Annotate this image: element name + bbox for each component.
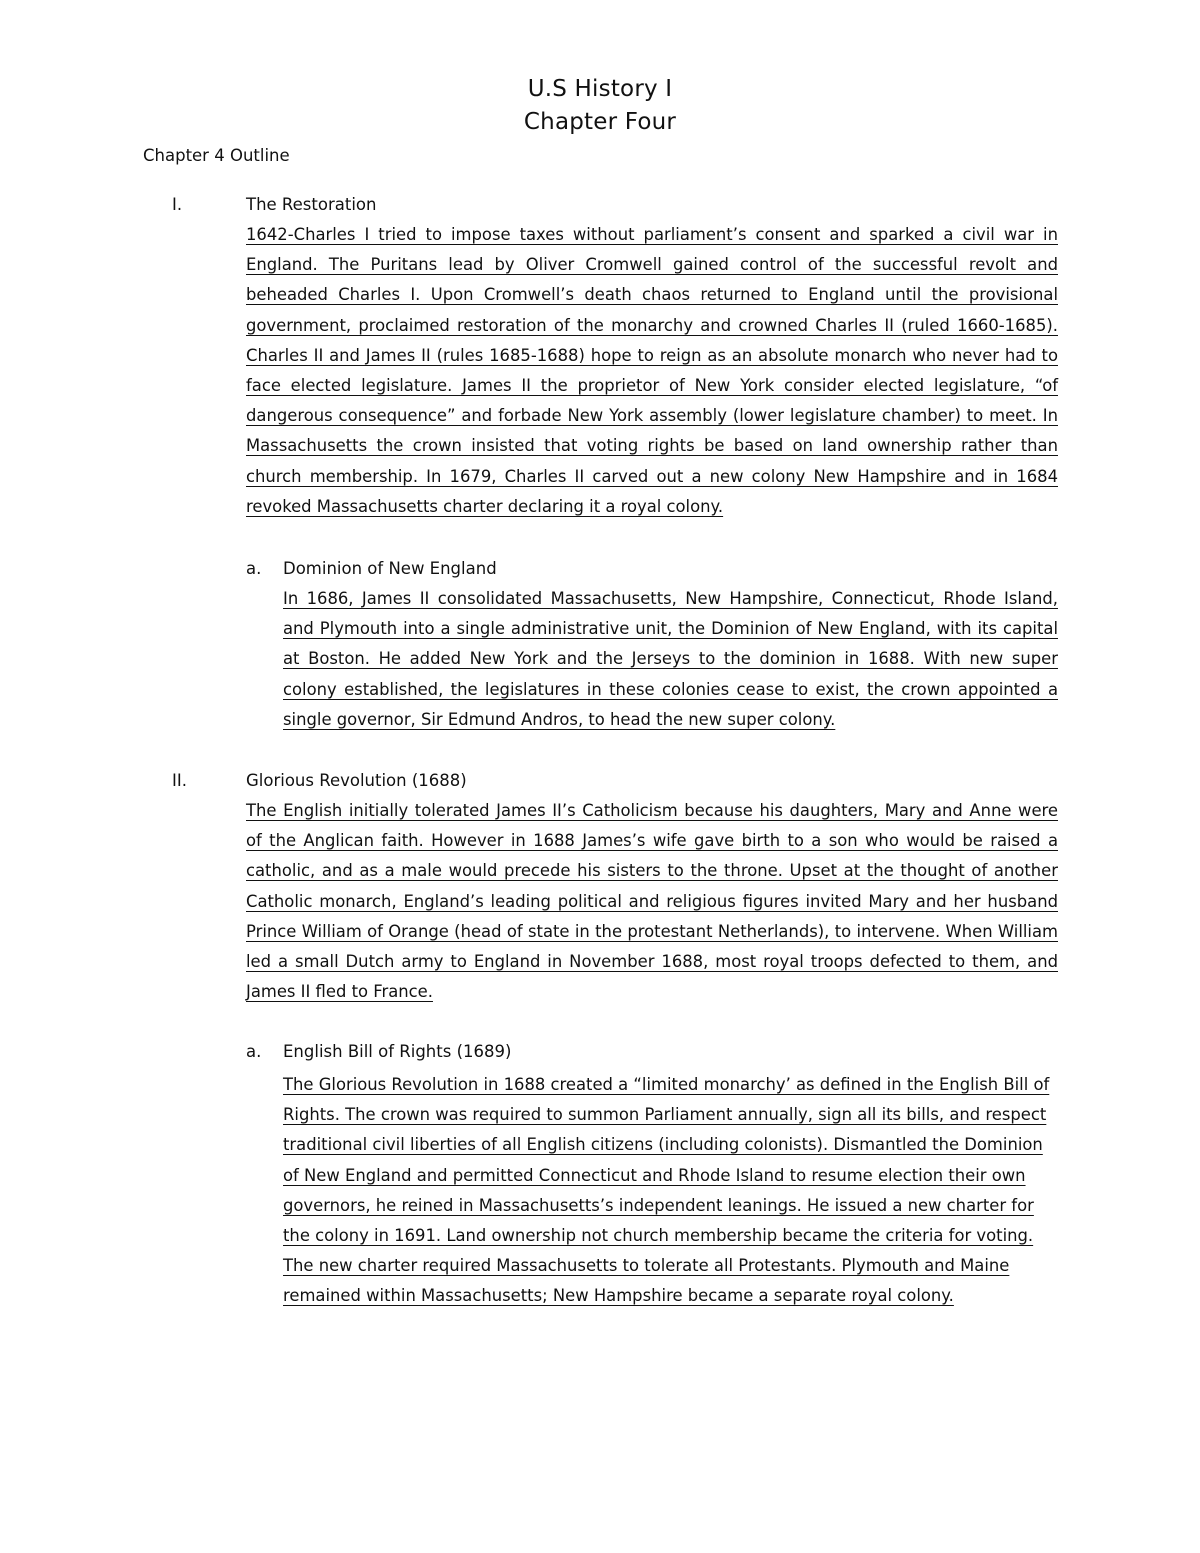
subsection-body: The Glorious Revolution in 1688 created a “limited monarchy’ as defined in the English Bill of Rights. The crown was required to summon Parliament annually, sign all its bills, and respect traditional civil liberties of all English citizens (including colonists). Dismantled the Dominion of New England and permitted Connecticut and Rhode Island to resume election their own governors, he reined in Massachusetts’s independent leanings. He issued a new charter for the colony in 1691. Land ownership not church membership became the criteria for voting. The new charter required Massachusetts to tolerate all Protestants. Plymouth and Maine remained within Massachusetts; New Hampshire became a separate royal colony. bbox=[283, 1075, 1050, 1306]
section-body: The English initially tolerated James II’s Catholicism because his daughters, Mary and Anne were of the Anglican faith. However in 1688 James’s wife gave birth to a son who would be raised a catholic, and as a male would precede his sisters to the throne. Upset at the thought of another Catholic monarch, England’s leading political and religious figures invited Mary and her husband Prince William of Orange (head of state in the protestant Netherlands), to intervene. When William led a small Dutch army to England in November 1688, most royal troops defected to them, and James II fled to France. bbox=[246, 801, 1058, 1002]
subsection-heading: Dominion of New England bbox=[283, 559, 497, 578]
section-body: 1642-Charles I tried to impose taxes without parliament’s consent and sparked a civil war in England. The Puritans lead by Oliver Cromwell gained control of the successful revolt and beheaded Charles I. Upon Cromwell’s death chaos returned to England until the provisional government, proclaimed restoration of the monarchy and crowned Charles II (ruled 1660-1685). Charles II and James II (rules 1685-1688) hope to reign as an absolute monarch who never had to face elected legislature. James II the proprietor of New York consider elected legislature, “of dangerous consequence” and forbade New York assembly (lower legislature chamber) to meet. In Massachusetts the crown insisted that voting rights be based on land ownership rather than church membership. In 1679, Charles II carved out a new colony New Hampshire and in 1684 revoked Massachusetts charter declaring it a royal colony. bbox=[246, 225, 1058, 516]
document-subtitle: Chapter Four bbox=[523, 109, 677, 135]
document-title: U.S History I bbox=[527, 76, 673, 102]
section-numeral: I. bbox=[172, 195, 183, 214]
subsection-letter: a. bbox=[246, 559, 262, 578]
section-heading: The Restoration bbox=[246, 195, 377, 214]
section-numeral: II. bbox=[172, 771, 187, 790]
section-heading: Glorious Revolution (1688) bbox=[246, 771, 467, 790]
subsection-heading: English Bill of Rights (1689) bbox=[283, 1042, 512, 1061]
subsection-letter: a. bbox=[246, 1042, 262, 1061]
outline-heading: Chapter 4 Outline bbox=[143, 146, 290, 165]
subsection-body: In 1686, James II consolidated Massachusetts, New Hampshire, Connecticut, Rhode Island, and Plymouth into a single administrative unit, the Dominion of New England, with its capital at Boston. He added New York and the Jerseys to the dominion in 1688. With new super colony established, the legislatures in these colonies cease to exist, the crown appointed a single governor, Sir Edmund Andros, to head the new super colony. bbox=[283, 589, 1058, 729]
